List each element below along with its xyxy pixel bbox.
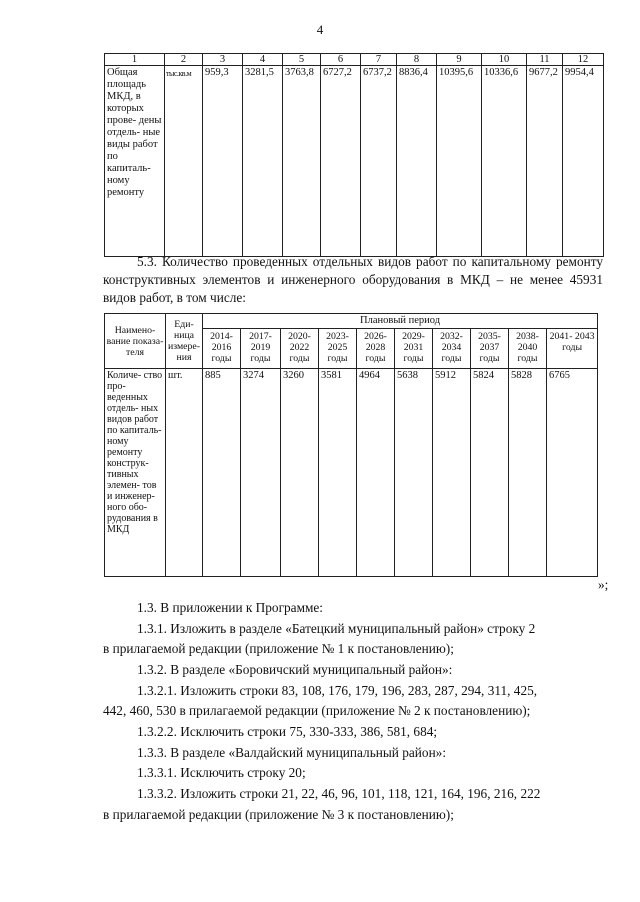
value-cell: 6765 [547, 369, 598, 577]
column-number: 6 [321, 54, 361, 66]
amendment-line: 1.3.1. Изложить в разделе «Батецкий муниципальный район» строку 2 [137, 621, 536, 636]
value-cell: 8836,4 [397, 66, 437, 257]
amendment-line: 1.3.3.2. Изложить строки 21, 22, 46, 96, 101, 118, 121, 164, 196, 216, 222 [137, 786, 541, 801]
value-cell: 5912 [433, 369, 471, 577]
section-5-3-paragraph: 5.3. Количество проведенных отдельных видов работ по капитальному ремонту конструктивных элементов и инженерного оборудования в МКД – не менее 45931 видов работ, в том числе: [103, 254, 603, 305]
column-number: 5 [283, 54, 321, 66]
indicator-name: Общая площадь МКД, в которых прове- дены отдель- ные виды работ по капиталь- ному ремонту [105, 66, 165, 257]
amendment-line: 1.3. В приложении к Программе: [137, 600, 323, 615]
year-range-header: 2023- 2025 годы [319, 329, 357, 369]
unit-cell: шт. [166, 369, 203, 577]
planned-period-header: Плановый период [203, 314, 598, 329]
value-cell: 10395,6 [437, 66, 482, 257]
table2-header-row [105, 314, 598, 329]
year-range-header: 2035- 2037 годы [471, 329, 509, 369]
table-row [105, 369, 598, 577]
value-cell: 9677,2 [527, 66, 563, 257]
amendment-line: 442, 460, 530 в прилагаемой редакции (приложение № 2 к постановлению); [103, 703, 531, 718]
value-cell: 6737,2 [361, 66, 397, 257]
year-range-header: 2038- 2040 годы [509, 329, 547, 369]
column-number: 2 [165, 54, 203, 66]
value-cell: 885 [203, 369, 241, 577]
amendment-line: 1.3.2. В разделе «Боровичский муниципальный район»: [137, 662, 453, 677]
value-cell: 9954,4 [563, 66, 604, 257]
amendment-line: 1.3.2.1. Изложить строки 83, 108, 176, 179, 196, 283, 287, 294, 311, 425, [137, 683, 538, 698]
amendment-line: 1.3.2.2. Исключить строки 75, 330-333, 386, 581, 684; [137, 724, 438, 739]
unit-cell: тыс.кв.м [165, 66, 203, 257]
amendment-line: в прилагаемой редакции (приложение № 3 к постановлению); [103, 807, 454, 822]
value-cell: 5828 [509, 369, 547, 577]
column-number: 10 [482, 54, 527, 66]
amendment-line: 1.3.3.1. Исключить строку 20; [137, 765, 306, 780]
column-number: 3 [203, 54, 243, 66]
year-range-header: 2032- 2034 годы [433, 329, 471, 369]
value-cell: 5824 [471, 369, 509, 577]
table-row [105, 66, 604, 257]
amendment-line: 1.3.3. В разделе «Валдайский муниципальный район»: [137, 745, 447, 760]
column-number: 1 [105, 54, 165, 66]
page-number: 4 [316, 22, 324, 37]
work-area-table [104, 53, 604, 257]
column-number: 9 [437, 54, 482, 66]
year-range-header: 2041- 2043 годы [547, 329, 598, 369]
indicator-name: Количе- ство про- веденных отдель- ных видов работ по капиталь- ному ремонту конструк- тивных элемен- тов и инженер- ного обо- рудования в МКД [105, 369, 166, 577]
table1-header-row [105, 54, 604, 66]
year-range-header: 2020- 2022 годы [281, 329, 319, 369]
value-cell: 10336,6 [482, 66, 527, 257]
value-cell: 3281,5 [243, 66, 283, 257]
value-cell: 3763,8 [283, 66, 321, 257]
amendment-line: в прилагаемой редакции (приложение № 1 к постановлению); [103, 641, 454, 656]
year-range-header: 2026- 2028 годы [357, 329, 395, 369]
indicator-column-header: Наимено- вание показа- теля [105, 314, 166, 369]
value-cell: 3581 [319, 369, 357, 577]
value-cell: 5638 [395, 369, 433, 577]
value-cell: 959,3 [203, 66, 243, 257]
unit-column-header: Еди- ница измере- ния [166, 314, 203, 369]
closing-quote: »; [598, 577, 609, 592]
column-number: 12 [563, 54, 604, 66]
column-number: 8 [397, 54, 437, 66]
column-number: 7 [361, 54, 397, 66]
year-range-header: 2014- 2016 годы [203, 329, 241, 369]
value-cell: 3274 [241, 369, 281, 577]
year-range-header: 2029- 2031 годы [395, 329, 433, 369]
value-cell: 6727,2 [321, 66, 361, 257]
column-number: 4 [243, 54, 283, 66]
column-number: 11 [527, 54, 563, 66]
value-cell: 3260 [281, 369, 319, 577]
year-range-header: 2017- 2019 годы [241, 329, 281, 369]
value-cell: 4964 [357, 369, 395, 577]
work-count-table [104, 313, 598, 577]
